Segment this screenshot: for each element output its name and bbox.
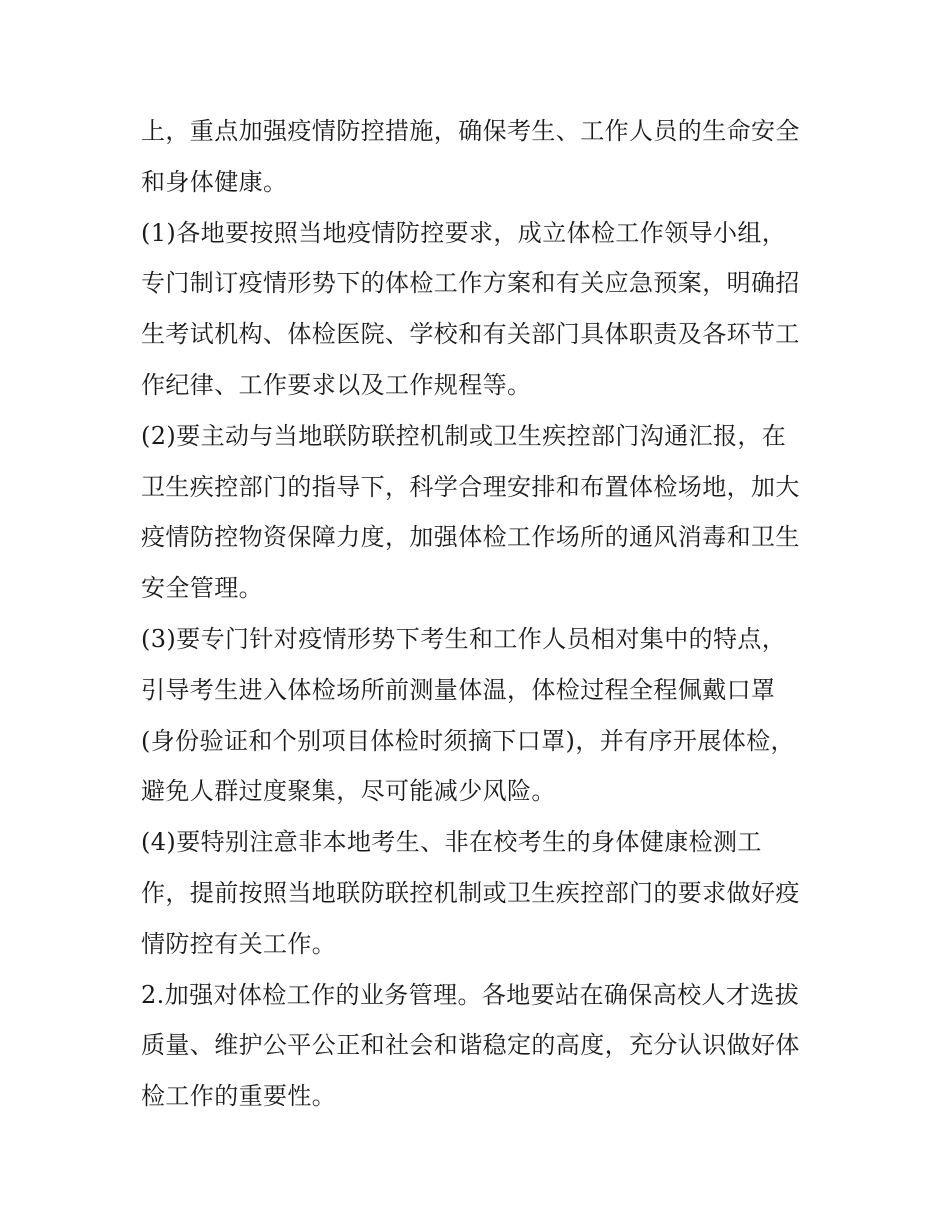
- text-line: (3)要专门针对疫情形势下考生和工作人员相对集中的特点，: [141, 624, 787, 653]
- text-line: 避免人群过度聚集，尽可能减少风险。: [141, 777, 556, 806]
- text-line: (身份验证和个别项目体检时须摘下口罩)，并有序开展体检，: [141, 726, 795, 755]
- text-line: 情防控有关工作。: [141, 929, 337, 958]
- text-line: 质量、维护公平公正和社会和谐稳定的高度，充分认识做好体: [141, 1031, 800, 1060]
- text-line: 生考试机构、体检医院、学校和有关部门具体职责及各环节工: [141, 320, 800, 349]
- text-line: 2.加强对体检工作的业务管理。各地要站在确保高校人才选拔: [141, 980, 800, 1009]
- text-line: (2)要主动与当地联防联控机制或卫生疾控部门沟通汇报，在: [141, 421, 787, 450]
- document-body: [141, 106, 821, 1122]
- text-line: 卫生疾控部门的指导下，科学合理安排和布置体检场地，加大: [141, 472, 800, 501]
- text-line: 引导考生进入体检场所前测量体温，体检过程全程佩戴口罩: [141, 675, 776, 704]
- text-line: 和身体健康。: [141, 167, 288, 196]
- text-line: 上，重点加强疫情防控措施，确保考生、工作人员的生命安全: [141, 117, 800, 145]
- text-line: 作纪律、工作要求以及工作规程等。: [141, 370, 532, 399]
- text-line: 检工作的重要性。: [141, 1082, 337, 1111]
- text-line: (4)要特别注意非本地考生、非在校考生的身体健康检测工: [141, 828, 762, 857]
- text-line: 安全管理。: [141, 574, 263, 603]
- text-line: (1)各地要按照当地疫情防控要求，成立体检工作领导小组，: [141, 218, 787, 247]
- text-line: 疫情防控物资保障力度，加强体检工作场所的通风消毒和卫生: [141, 523, 800, 552]
- text-line: 专门制订疫情形势下的体检工作方案和有关应急预案，明确招: [141, 269, 800, 298]
- text-line: 作，提前按照当地联防联控机制或卫生疾控部门的要求做好疫: [141, 878, 800, 907]
